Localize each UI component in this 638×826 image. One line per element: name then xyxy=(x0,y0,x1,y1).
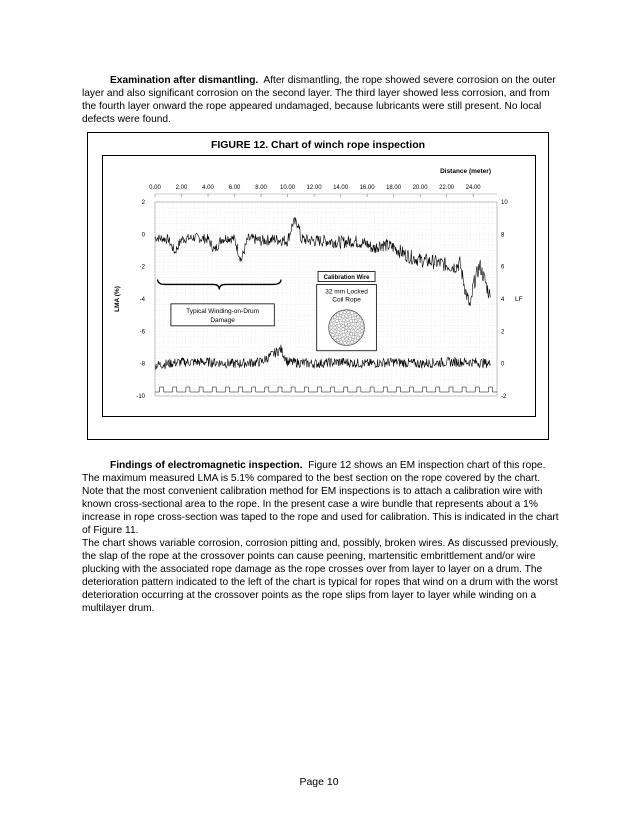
left-tick-label: 2 xyxy=(141,200,145,206)
lf-trace-label: LF xyxy=(515,296,523,303)
x-tick-label: 8.00 xyxy=(255,185,267,191)
paragraph-heading: Findings of electromagnetic inspection. xyxy=(110,460,303,471)
paragraph-chart-discussion xyxy=(82,537,562,615)
inspection-chart xyxy=(103,156,535,416)
x-tick-label: 16.00 xyxy=(359,185,375,191)
x-axis-label: Distance (meter) xyxy=(440,168,491,175)
rope-label-line2: Coil Rope xyxy=(332,296,361,304)
x-tick-label: 18.00 xyxy=(386,185,402,191)
left-tick-label: -6 xyxy=(139,329,145,336)
annotation-layer xyxy=(158,272,523,351)
right-tick-label: 4 xyxy=(501,297,505,303)
paragraph-body: After dismantling, the rope showed severe corrosion on the outer layer and also significant corrosion on the second layer. The third layer showed less corrosion, and from the fourth layer onward the rope appeared undamaged, because lubricants were still present. No local defects were found. xyxy=(82,75,556,125)
page-number: Page 10 xyxy=(299,776,339,788)
x-tick-label: 14.00 xyxy=(333,185,349,191)
rope-outline xyxy=(329,310,365,346)
right-tick-label: 0 xyxy=(501,361,505,368)
figure-12 xyxy=(87,132,549,440)
paragraph-heading: Examination after dismantling. xyxy=(110,75,259,86)
left-tick-label: -4 xyxy=(139,297,145,303)
y-axis-label: LMA (%) xyxy=(114,286,121,312)
right-tick-label: 10 xyxy=(501,200,508,206)
left-tick-label: -10 xyxy=(136,394,145,400)
chart-frame xyxy=(102,155,536,417)
left-tick-label: -8 xyxy=(139,361,145,368)
x-tick-label: 0.00 xyxy=(149,185,161,191)
x-tick-label: 12.00 xyxy=(306,185,322,191)
x-tick-label: 22.00 xyxy=(439,185,455,191)
left-tick-label: 0 xyxy=(141,232,145,239)
right-tick-label: 6 xyxy=(501,264,505,271)
calibration-wire-label: Calibration Wire xyxy=(323,274,370,281)
x-tick-label: 6.00 xyxy=(228,185,241,191)
paragraph-body: The chart shows variable corrosion, corrosion pitting and, possibly, broken wires. As discussed previously, the slap of the rope at the crossover points can cause peening, martensitic embrittlement and/or wire plucking with the associated rope damage as the rope crosses over from layer to layer on a drum. The deterioration pattern indicated to the left of the chart is typical for ropes that wind on a drum with the worst deterioration occurring at the crossover points as the rope slips from layer to layer while winding on a multilayer drum. xyxy=(82,538,559,614)
paragraph-em-findings xyxy=(82,459,562,537)
right-tick-label: 8 xyxy=(501,232,505,239)
x-tick-label: 20.00 xyxy=(412,185,428,191)
paragraph-body: Figure 12 shows an EM inspection chart of this rope. The maximum measured LMA is 5.1% compared to the best section on the rope covered by the chart. Note that the most convenient calibration method for EM inspections is to attach a calibration wire with known cross-sectional area to the rope. In the present case a wire bundle that represents about a 1% increase in rope cross-section was taped to the rope and used for calibration. This is indicated in the chart of Figure 11. xyxy=(82,460,559,536)
damage-brace xyxy=(158,279,281,289)
x-tick-label: 24.00 xyxy=(465,185,481,191)
left-tick-label: -2 xyxy=(139,264,145,271)
right-tick-label: -2 xyxy=(501,394,507,400)
paragraph-dismantling xyxy=(82,74,562,126)
x-tick-label: 2.00 xyxy=(175,185,188,191)
figure-title: FIGURE 12. Chart of winch rope inspection xyxy=(210,139,426,151)
damage-label-line1: Typical Winding-on-Drum xyxy=(186,307,260,315)
right-tick-label: 2 xyxy=(501,329,505,336)
damage-label-line2: Damage xyxy=(210,316,235,324)
x-tick-label: 10.00 xyxy=(280,185,296,191)
x-tick-label: 4.00 xyxy=(202,185,214,191)
rope-label-line1: 32 mm Locked xyxy=(325,288,368,296)
